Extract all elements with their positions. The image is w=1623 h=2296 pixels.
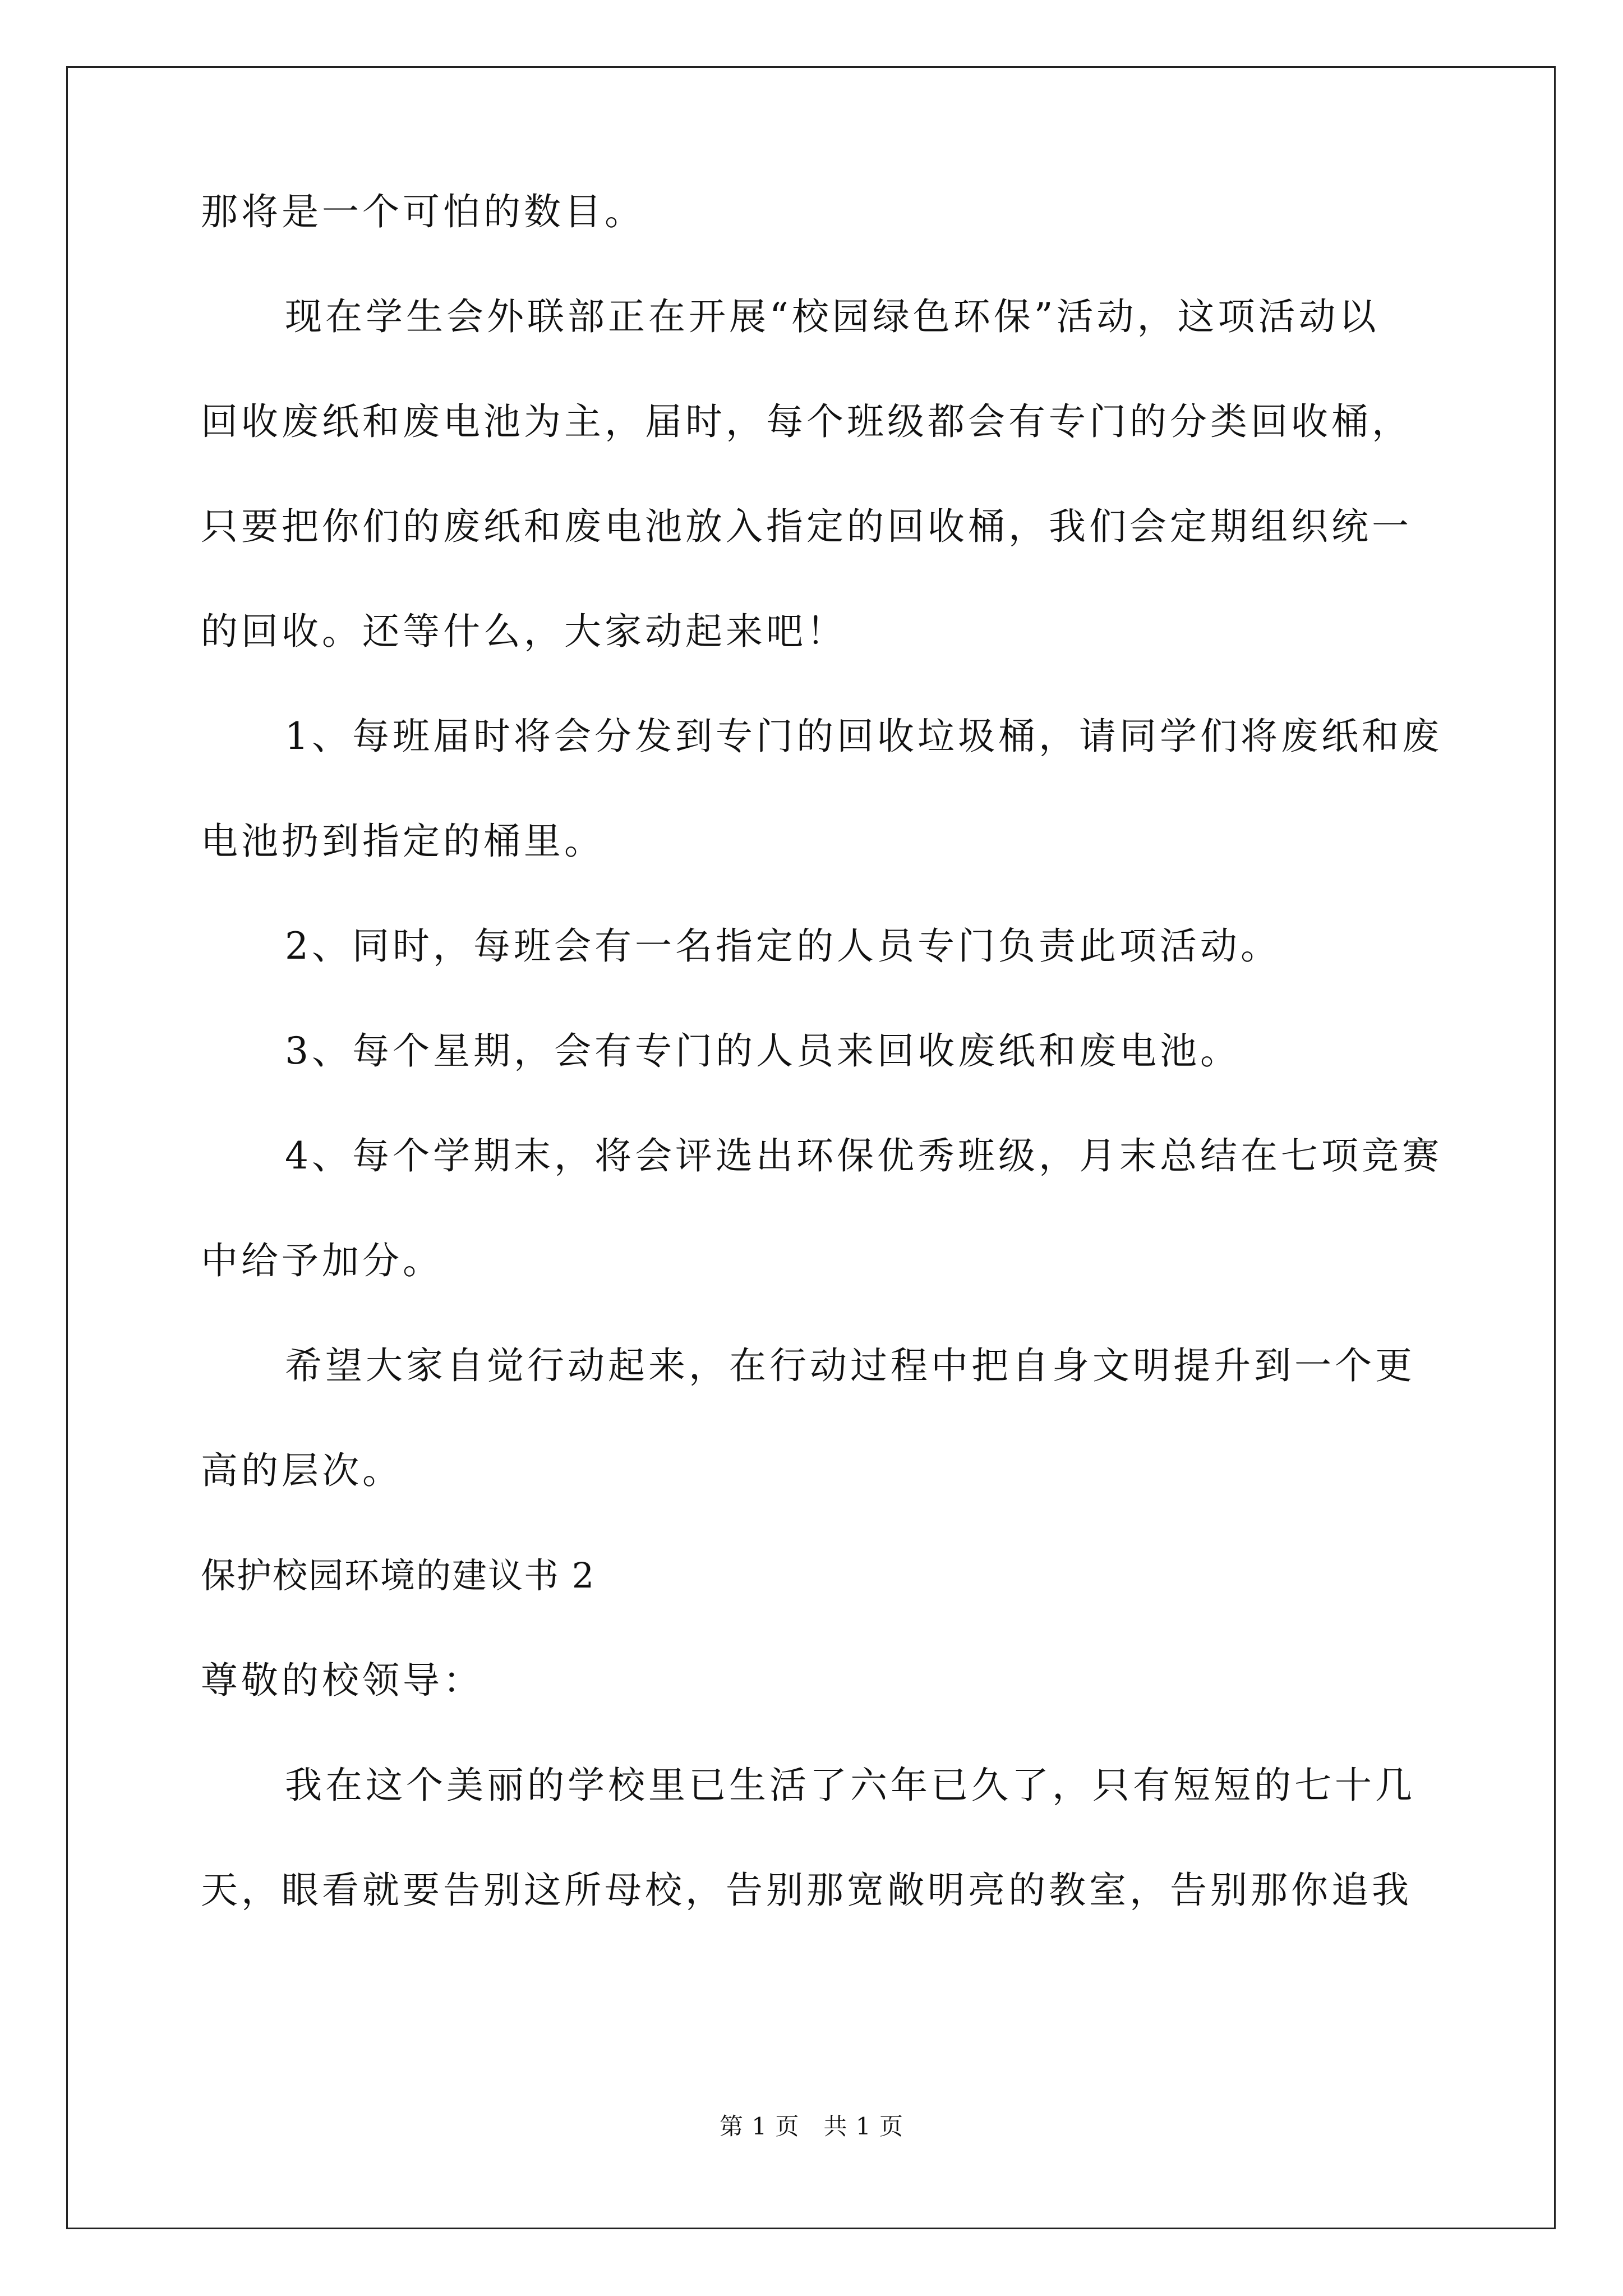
page-number-footer: 第 1 页 共 1 页 <box>720 2113 903 2140</box>
paragraph-line: 现在学生会外联部正在开展“校园绿色环保”活动，这项活动以 <box>285 295 1380 338</box>
paragraph-line: 那将是一个可怕的数目。 <box>201 190 645 233</box>
list-item-line: 4、每个学期末，将会评选出环保优秀班级，月末总结在七项竞赛 <box>285 1134 1442 1177</box>
list-item-line: 电池扔到指定的桶里。 <box>201 820 605 863</box>
section-title: 保护校园环境的建议书 2 <box>201 1555 596 1596</box>
paragraph-line: 希望大家自觉行动起来，在行动过程中把自身文明提升到一个更 <box>285 1344 1415 1387</box>
paragraph-line: 回收废纸和废电池为主，届时，每个班级都会有专门的分类回收桶， <box>201 400 1412 443</box>
list-item-line: 3、每个星期，会有专门的人员来回收废纸和废电池。 <box>285 1029 1241 1073</box>
salutation: 尊敬的校领导： <box>201 1659 483 1702</box>
paragraph-line: 我在这个美丽的学校里已生活了六年已久了，只有短短的七十几 <box>285 1764 1415 1807</box>
list-item-line: 中给予加分。 <box>201 1239 443 1282</box>
paragraph-line: 天，眼看就要告别这所母校，告别那宽敞明亮的教室，告别那你追我 <box>201 1869 1412 1912</box>
paragraph-line: 的回收。还等什么，大家动起来吧！ <box>201 610 847 653</box>
paragraph-line: 只要把你们的废纸和废电池放入指定的回收桶，我们会定期组织统一 <box>201 505 1412 548</box>
list-item-line: 1、每班届时将会分发到专门的回收垃圾桶，请同学们将废纸和废 <box>285 715 1442 758</box>
document-body <box>201 185 1442 1968</box>
list-item-line: 2、同时，每班会有一名指定的人员专门负责此项活动。 <box>285 924 1281 968</box>
paragraph-line: 高的层次。 <box>201 1449 403 1492</box>
